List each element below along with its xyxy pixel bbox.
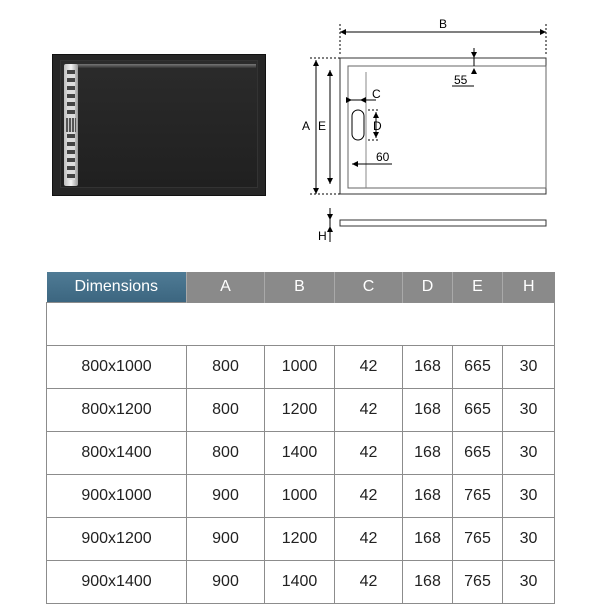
header-c: C (335, 272, 403, 303)
cell-c: 42 (335, 518, 403, 561)
table-row (47, 389, 555, 432)
header-b: B (265, 272, 335, 303)
table-row (47, 561, 555, 604)
cell-size: 900x1200 (47, 518, 187, 561)
cell-b: 1000 (265, 346, 335, 389)
label-60: 60 (376, 150, 390, 164)
cell-c: 42 (335, 346, 403, 389)
cell-size: 800x1400 (47, 432, 187, 475)
cell-e: 665 (453, 432, 503, 475)
tray-surface (60, 60, 258, 188)
cell-a: 800 (187, 389, 265, 432)
cell-a: 900 (187, 518, 265, 561)
cell-e: 665 (453, 389, 503, 432)
shower-tray-photo (52, 54, 266, 196)
cell-size: 900x1400 (47, 561, 187, 604)
label-h: H (318, 229, 327, 243)
drain-outline (352, 110, 364, 140)
cell-c: 42 (335, 561, 403, 604)
cell-size: 800x1000 (47, 346, 187, 389)
cell-b: 1000 (265, 475, 335, 518)
cell-e: 665 (453, 346, 503, 389)
cell-size: 800x1200 (47, 389, 187, 432)
header-dimensions: Dimensions (47, 272, 187, 303)
cell-d: 168 (403, 432, 453, 475)
label-c: C (372, 87, 381, 101)
cell-h: 30 (503, 475, 555, 518)
tray-top-edge (68, 64, 256, 68)
table-row (47, 346, 555, 389)
cell-d: 168 (403, 389, 453, 432)
dimensions-table (46, 272, 555, 604)
cell-h: 30 (503, 432, 555, 475)
label-a: A (302, 119, 311, 133)
cell-h: 30 (503, 561, 555, 604)
cell-h: 30 (503, 346, 555, 389)
cell-a: 800 (187, 432, 265, 475)
cell-h: 30 (503, 518, 555, 561)
cell-c: 42 (335, 389, 403, 432)
cell-e: 765 (453, 561, 503, 604)
table-row (47, 475, 555, 518)
cell-a: 900 (187, 475, 265, 518)
table-header-row (47, 272, 555, 303)
cell-b: 1200 (265, 389, 335, 432)
cell-size: 900x1000 (47, 475, 187, 518)
label-e: E (318, 119, 327, 133)
header-h: H (503, 272, 555, 303)
cell-b: 1200 (265, 518, 335, 561)
cell-e: 765 (453, 518, 503, 561)
cell-h: 30 (503, 389, 555, 432)
table-row (47, 432, 555, 475)
header-a: A (187, 272, 265, 303)
tray-side-profile (340, 220, 546, 226)
label-b: B (438, 17, 448, 31)
cell-a: 800 (187, 346, 265, 389)
drain-grate-icon (66, 118, 76, 132)
cell-d: 168 (403, 475, 453, 518)
cell-b: 1400 (265, 432, 335, 475)
table-row (47, 518, 555, 561)
cell-c: 42 (335, 432, 403, 475)
cell-d: 168 (403, 561, 453, 604)
cell-e: 765 (453, 475, 503, 518)
cell-b: 1400 (265, 561, 335, 604)
label-d: D (373, 119, 382, 133)
tray-outline (340, 58, 546, 194)
header-e: E (453, 272, 503, 303)
header-d: D (403, 272, 453, 303)
cell-d: 168 (403, 346, 453, 389)
technical-drawing (296, 14, 552, 250)
label-55: 55 (454, 73, 468, 87)
cell-c: 42 (335, 475, 403, 518)
cell-a: 900 (187, 561, 265, 604)
cell-d: 168 (403, 518, 453, 561)
